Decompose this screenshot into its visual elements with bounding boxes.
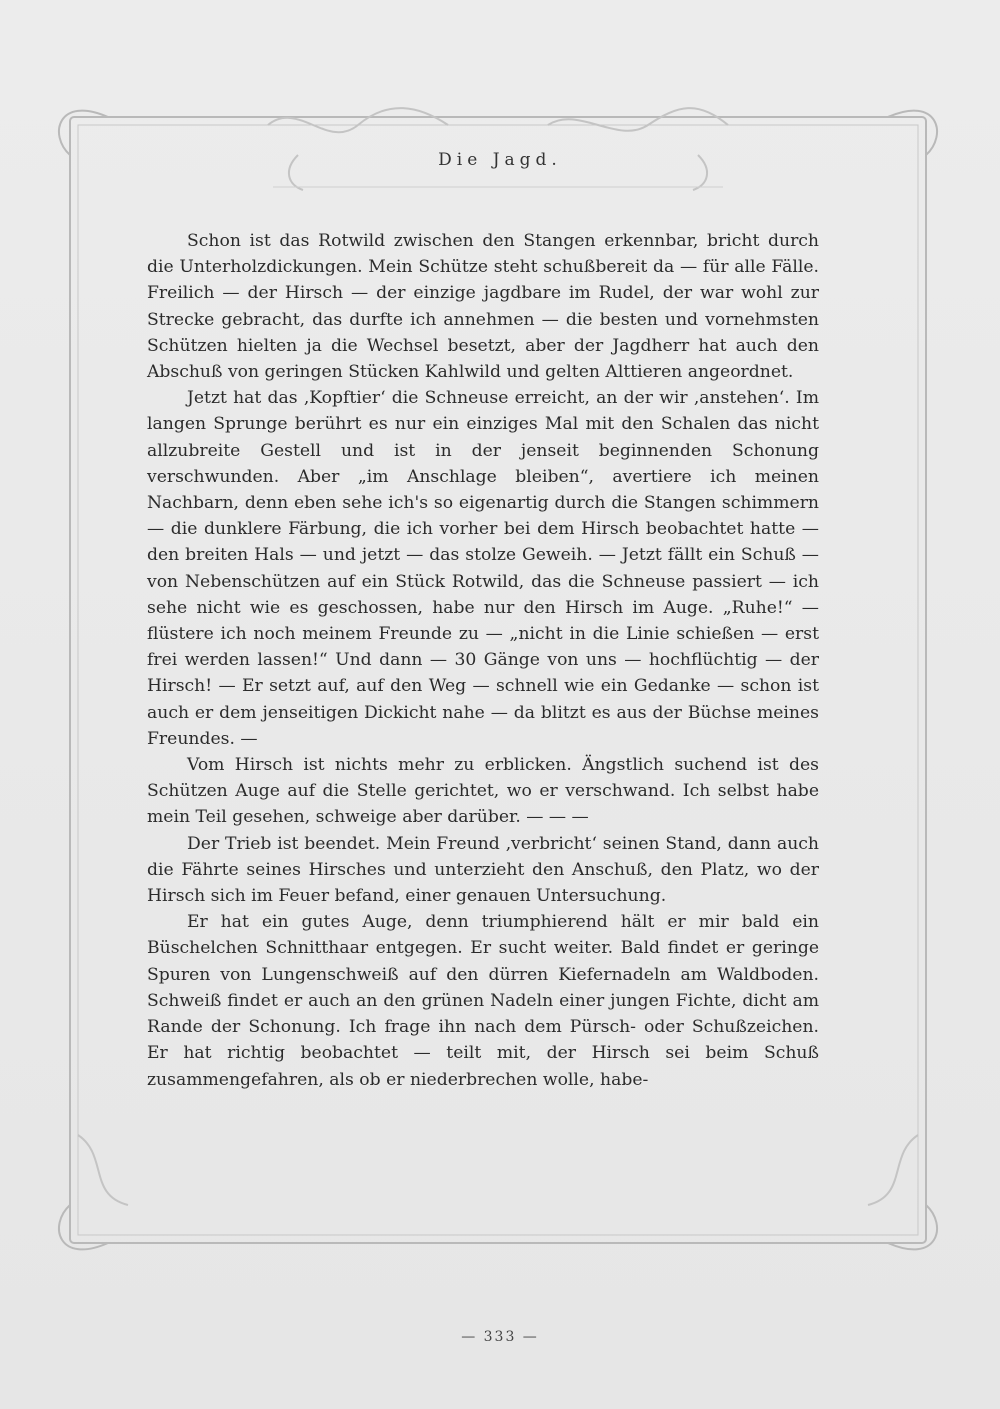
paragraph-5: Er hat ein gutes Auge, denn triumphierend hält er mir bald ein Büschelchen Schnitthaar entgegen. Er sucht weiter. Bald findet er geringe Spuren von Lungenschweiß auf den dürren Kiefernadeln am Waldboden. Schweiß findet er auch an den grünen Nadeln einer jungen Fichte, dicht am Rande der Schonung. Ich frage ihn nach dem Pürsch- oder Schußzeichen. Er hat richtig beobachtet — teilt mit, der Hirsch sei beim Schuß zusammengefahren, als ob er niederbrechen wolle, habe-	[147, 912, 819, 1090]
paragraph-2: Jetzt hat das ‚Kopftier‘ die Schneuse erreicht, an der wir ‚anstehen‘. Im langen Sprunge berührt es nur ein einziges Mal mit den Schalen das nicht allzubreite Gestell und ist in der jenseit beginnenden Schonung verschwunden. Aber „im Anschlage bleiben“, avertiere ich meinen Nachbarn, denn eben sehe ich's so eigenartig durch die Stangen schimmern — die dunklere Färbung, die ich vorher bei dem Hirsch beobachtet hatte — den breiten Hals — und jetzt — das stolze Geweih. — Jetzt fällt ein Schuß — von Nebenschützen auf ein Stück Rotwild, das die Schneuse passiert — ich sehe nicht wie es geschossen, habe nur den Hirsch im Auge. „Ruhe!“ — flüstere ich noch meinem Freunde zu — „nicht in die Linie schießen — erst frei werden lassen!“ Und dann — 30 Gänge von uns — hochflüchtig — der Hirsch! — Er setzt auf, auf den Weg — schnell wie ein Gedanke — schon ist auch er dem jenseitigen Dickicht nahe — da blitzt es aus der Büchse meines Freundes. —	[147, 388, 819, 749]
paragraph-3: Vom Hirsch ist nichts mehr zu erblicken. Ängstlich suchend ist des Schützen Auge auf die Stelle gerichtet, wo er verschwand. Ich selbst habe mein Teil gesehen, schweige aber darüber. — — —	[147, 755, 819, 828]
body-text	[147, 228, 819, 1093]
paragraph-1: Schon ist das Rotwild zwischen den Stangen erkennbar, bricht durch die Unterholzdickungen. Mein Schütze steht schußbereit da — für alle Fälle. Freilich — der Hirsch — der einzige jagdbare im Rudel, der war wohl zur Strecke gebracht, das durfte ich annehmen — die besten und vornehmsten Schützen hielten ja die Wechsel besetzt, aber der Jagdherr hat auch den Abschuß von geringen Stücken Kahlwild und gelten Alttieren angeordnet.	[147, 231, 819, 383]
paragraph-4: Der Trieb ist beendet. Mein Freund ‚verbricht‘ seinen Stand, dann auch die Fährte seines Hirsches und unterzieht den Anschuß, den Platz, wo der Hirsch sich im Feuer befand, einer genauen Untersuchung.	[147, 833, 819, 907]
running-head: Die Jagd.	[438, 150, 562, 170]
page-number: — 333 —	[461, 1329, 539, 1345]
